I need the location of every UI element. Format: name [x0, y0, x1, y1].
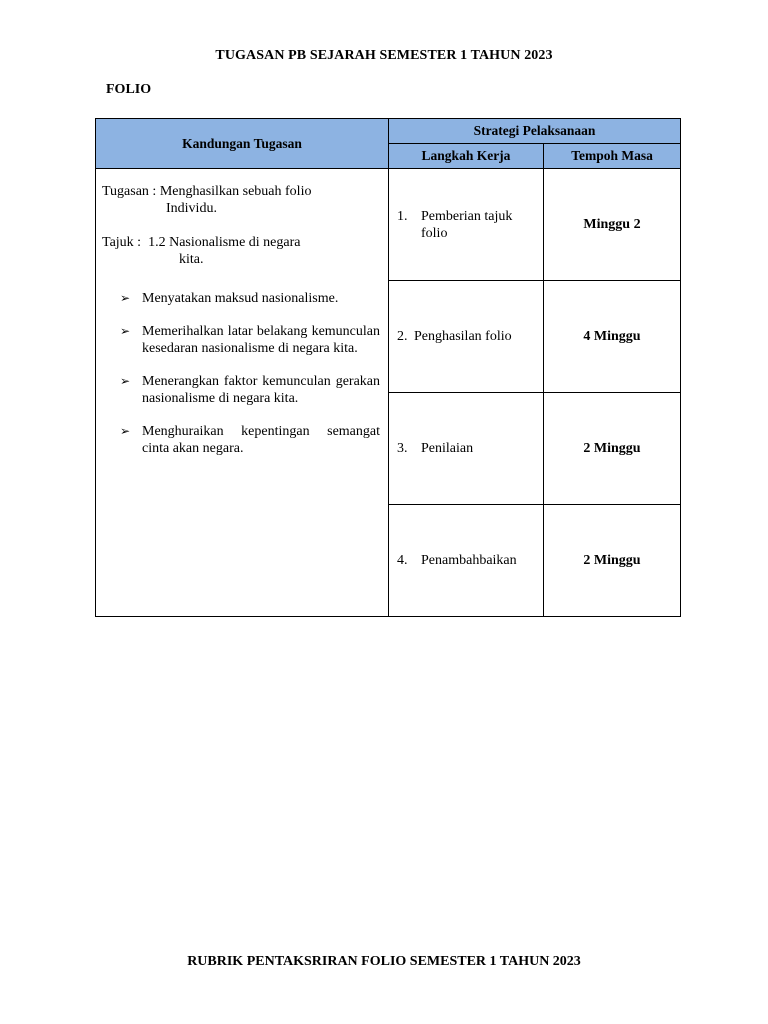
topic-label: Tajuk : [102, 235, 149, 250]
document-title: TUGASAN PB SEJARAH SEMESTER 1 TAHUN 2023 [215, 48, 553, 63]
duration-cell: Minggu 2 [544, 169, 681, 281]
step-number: 4. [397, 553, 408, 568]
duration-cell: 4 Minggu [544, 281, 681, 393]
task-content-cell [96, 169, 389, 617]
step-label: Penilaian [421, 441, 474, 456]
task-label: Tugasan : [102, 184, 160, 199]
objectives-list [102, 290, 380, 457]
header-strategi-pelaksanaan: Strategi Pelaksanaan [389, 119, 681, 144]
duration-cell: 2 Minggu [544, 393, 681, 505]
list-item: ➢ Menerangkan faktor kemunculan gerakan nasionalisme di negara kita. [120, 374, 380, 406]
topic-line-1: 1.2 Nasionalisme di negara [148, 235, 301, 250]
rubric-title: RUBRIK PENTAKSRIRAN FOLIO SEMESTER 1 TAHUN 2023 [187, 954, 581, 969]
list-item: ➢ Menyatakan maksud nasionalisme. [120, 291, 339, 306]
task-description [102, 183, 380, 217]
step-label: Pemberian tajuk folio [421, 208, 513, 241]
task-line-2: Individu. [166, 201, 217, 216]
step-number: 1. [397, 208, 408, 224]
arrow-bullet-icon: ➢ [120, 374, 131, 388]
arrow-bullet-icon: ➢ [120, 291, 131, 305]
step-cell [389, 393, 544, 505]
header-langkah-kerja: Langkah Kerja [389, 144, 544, 169]
step-cell [389, 505, 544, 617]
step-label: Penghasilan folio [414, 329, 512, 344]
task-table [95, 118, 681, 617]
section-label-folio: FOLIO [106, 82, 152, 97]
topic-line-2: kita. [179, 252, 204, 267]
duration-cell: 2 Minggu [544, 505, 681, 617]
topic-description [102, 234, 380, 268]
step-cell [389, 281, 544, 393]
arrow-bullet-icon: ➢ [120, 424, 131, 438]
step-cell [389, 169, 544, 281]
header-tempoh-masa: Tempoh Masa [544, 144, 681, 169]
header-kandungan-tugasan: Kandungan Tugasan [96, 119, 389, 169]
step-label: Penambahbaikan [421, 553, 517, 568]
list-item: ➢ Memerihalkan latar belakang kemunculan kesedaran nasionalisme di negara kita. [120, 324, 380, 356]
step-number: 3. [397, 441, 408, 456]
task-line-1: Menghasilkan sebuah folio [159, 184, 312, 199]
step-number: 2. [397, 329, 408, 344]
arrow-bullet-icon: ➢ [120, 324, 131, 338]
list-item: ➢ Menghuraikan kepentingan semangat cinta akan negara. [120, 424, 380, 456]
